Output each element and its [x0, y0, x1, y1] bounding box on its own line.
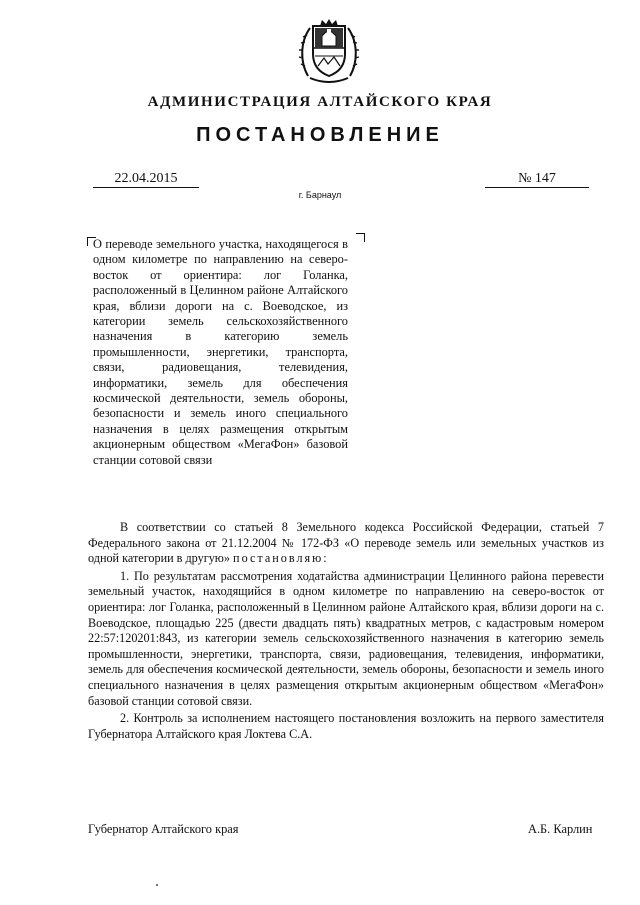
- document-type-title: ПОСТАНОВЛЕНИЕ: [196, 124, 444, 146]
- preamble-text: В соответствии со статьей 8 Земельного кодекса Российской Федерации, статьей 7 Федерального закона от 21.12.2004 № 172-ФЗ «О переводе земель или земельных участков из одной категории в другую»: [88, 520, 604, 566]
- document-place: г. Барнаул: [298, 190, 342, 200]
- scan-speck: [156, 884, 158, 886]
- signatory-position: Губернатор Алтайского края: [88, 822, 239, 836]
- altai-krai-coat-of-arms-icon: [298, 18, 360, 86]
- organization-title: АДМИНИСТРАЦИЯ АЛТАЙСКОГО КРАЯ: [147, 94, 493, 110]
- item-1-paragraph: 1. По результатам рассмотрения ходатайства администрации Целинного района перевести земельный участок, находящийся в одном километре по направлению на северо-восток от ориентира: лог Голанка, расположенный в Целинном районе Алтайского края, вблизи дороги на с. Воеводское, площадью 225 (двести двадцать пять) квадратных метров, с кадастровым номером 22:57:120201:843, из категории земель сельскохозяйственного назначения в категорию земель промышленности, энергетики, транспорта, связи, радиовещания, телевидения, информатики, земель для обеспечения космической деятельности, земель обороны, безопасности и земель иного специального назначения в целях размещения открытым акционерным обществом «МегаФон» базовой станции сотовой связи.: [88, 568, 604, 708]
- document-number: № 147: [485, 171, 589, 188]
- subject-corner-mark-right: [356, 233, 365, 242]
- document-date: 22.04.2015: [93, 171, 199, 188]
- preamble-verb: постановляю:: [233, 551, 329, 566]
- signatory-name: А.Б. Карлин: [528, 822, 593, 836]
- document-body: [88, 520, 604, 744]
- preamble-paragraph: [88, 520, 604, 567]
- document-subject: О переводе земельного участка, находящегося в одном километре по направлению на северо-восток от ориентира: лог Голанка, расположенный в Целинном районе Алтайского края, вблизи дороги на с. Воеводское, из категории земель сельскохозяйственного назначения в категорию земель промышленности, энергетики, транспорта, связи, радиовещания, телевидения, информатики, земель для обеспечения космической деятельности, земель обороны, безопасности и земель иного специального назначения в целях размещения открытым акционерным обществом «МегаФон» базовой станции сотовой связи: [93, 237, 348, 467]
- item-2-paragraph: 2. Контроль за исполнением настоящего постановления возложить на первого заместителя Губернатора Алтайского края Локтева С.А.: [88, 711, 604, 741]
